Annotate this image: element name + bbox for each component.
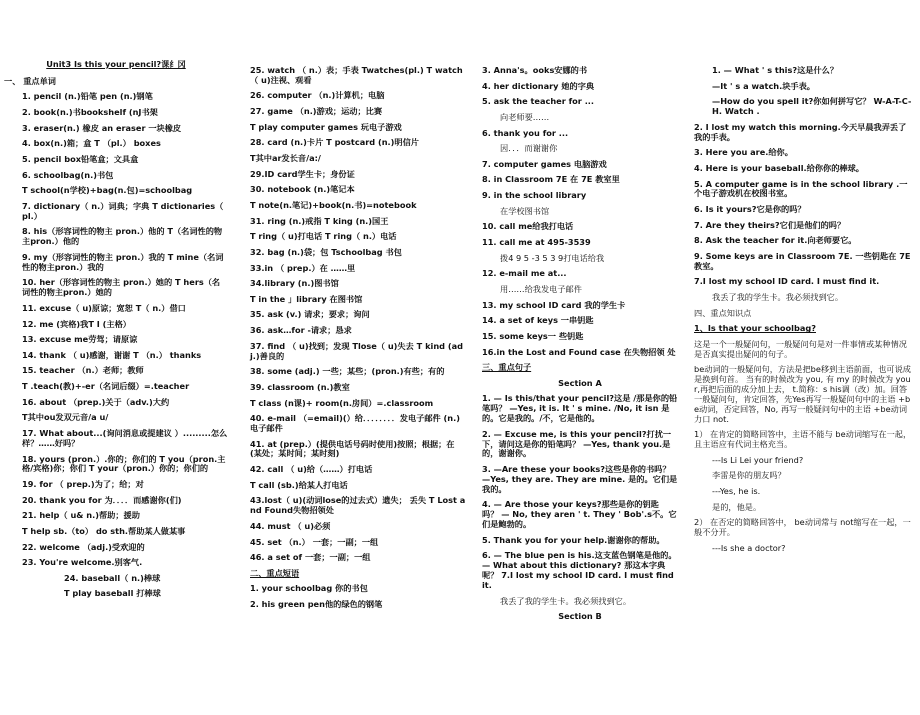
phrase-line: 5. ask the teacher for ... [482,96,595,107]
column-phrases-sentences [482,66,678,628]
note-paragraph: 2） 在否定的简略回答中， be动词常与 not缩写在一起，一般不分开。 [694,517,911,538]
sentence-line: 5. A computer game is in the school library .一个电子游戏机在校图书室。 [694,178,908,199]
vocab-line: 23. You're welcome.别客气. [22,557,143,568]
sentence-line: 4. — Are those your keys?那些是你的钥匙 吗？ — No, they aren ' t. They ' Bob'.s不。它们是鲍勃的。 [482,499,677,530]
vocab-line: T ring（ u)打电话 T ring（ n.）电话 [250,231,397,242]
vocab-line: T help sb.（to） do sth.帮助某人做某事 [22,525,186,536]
phrase-line: 16.in the Lost and Found case 在失物招领 处 [482,346,676,357]
section-heading-phrases: 二、重点短语 [250,567,300,578]
vocab-line: 2. book(n.)书bookshelf (nJ书架 [22,107,158,118]
sentence-line: 9. Some keys are in Classroom 7E. 一些钥匙在 7E 教室。 [694,250,911,271]
vocab-line: 25. watch （ n.）表；手表 Twatches(pl.) T watch（ u)注视、观看 [250,65,463,85]
vocab-line: T其中ar发长音/a:/ [250,153,321,164]
vocab-line: 6. schoolbag(n.)书包 [22,169,114,180]
phrase-line: 因．．．而谢谢你 [500,143,558,154]
vocab-line: 27. game （n.)游戏；运动；比赛 [250,106,383,117]
example-line: ---Is Li Lei your friend? [712,454,804,465]
example-line: ---Yes, he is. [712,486,761,497]
vocab-line: 35. ask (v.) 请求；要求；询问 [250,309,370,320]
vocab-line: T play computer games 玩电子游戏 [250,121,402,132]
vocab-line: 21. help（ u& n.)帮助；援助 [22,510,140,521]
sentence-line: 5. Thank you for your help.谢谢你的帮助。 [482,534,665,545]
vocab-line: 43.lost（ u)(动词lose的过去式）遗失； 丢失 T Lost and Found失物招领处 [250,495,466,516]
vocab-line: 40. e-mail （=email)(）给．．．．．．．．发电子邮件 (n.)电子邮件 [250,413,460,433]
note-paragraph: be动词的一般疑问句，方法是把be移到主语前面，也可说成是换到句首。 当有的时候改为 you, 有 my 的时候改为 your,再把后面的成分加上去， t.简称：s his调（改）加。回答一般疑问句，肯定回答，先Yes再写一般疑问句中的主语 +be动词，否定回答，No, 再写一般疑问句中的主语 +be动词 力口 not. [694,364,911,424]
note-paragraph: 1） 在肯定的简略回答中，主语不能与 be动词缩写在一起，且主语应有代词主格充当。 [694,429,912,450]
sentence-line: 7. Are they theirs?它们是他们的吗？ [694,219,846,230]
vocab-line: 24. baseball（ n.)棒球 [64,572,161,583]
vocab-line: 28. card (n.)卡片 T postcard (n.)明信片 [250,137,419,148]
vocab-line: T note(n.笔记)+book(n.书)=notebook [250,199,417,210]
vocab-line: 18. yours (pron.）.你的；你们的 T you（pron.主格/宾格)你；你们 T your（pron.）你的；你们的 [22,453,226,474]
sentence-line: 2. I lost my watch this morning.今天早晨我弄丢了我的手表。 [694,121,907,142]
section-heading-vocabulary: 一、 重点单词 [4,75,56,86]
phrase-line: 6. thank you for ... [482,127,569,138]
phrase-line: 1. your schoolbag 你的书包 [250,583,368,594]
vocab-line: T class (n课)+ room(n.房间）=.classroom [250,397,434,408]
phrase-line: 11. call me at 495-3539 [482,237,591,248]
column-vocabulary-2 [250,66,466,616]
sentence-line: 3. Here you are.给你。 [694,147,793,158]
sentence-line: 1. — What ' s this?这是什么？ [712,65,839,75]
vocab-line: T其中ou发双元音/a u/ [22,412,109,423]
vocab-line: 38. some (adj.) 一些；某些；(pron.)有些；有的 [250,366,445,377]
phrase-line: 13. my school ID card 我的学生卡 [482,299,626,310]
vocab-line: 36. ask…for -请求；恳求 [250,325,352,336]
vocab-line: 17. What about...(询问消息或提建议 ）.........怎么样？……好吗？ [22,428,228,448]
sentence-line: —It ' s a watch.块手表。 [712,80,815,91]
sentence-line: 7.I lost my school ID card. I must find it. [694,276,880,287]
sentence-line: 我丢了我的学生卡。我必须找到它。 [712,292,844,303]
vocab-line: 11. excuse（ u)原谅；宽恕 T（ n.）借口 [22,302,186,313]
vocab-line: 4. box(n.)箱；盒 T （pl.） boxes [22,138,161,149]
phrase-line: 15. some keys一 些钥匙 [482,330,584,341]
phrase-line: 在学校图书馆 [500,205,550,216]
section-heading-sentences: 三、重点句子 [482,362,532,373]
phrase-line: 8. in Classroom 7E 在 7E 教室里 [482,174,620,185]
vocab-line: 44. must （ u)必须 [250,520,331,531]
column-sentences-notes [694,66,914,560]
example-line: 李雷是你的朋友吗？ [712,470,786,481]
vocab-line: 16. about （prep.)关于（adv.)大约 [22,396,170,407]
vocab-line: 46. a set of 一套；一副；一组 [250,552,371,563]
vocab-line: 9. my（形容词性的物主 pron.）我的 T mine（名词性的物主pron.）我的 [22,251,224,272]
example-line: 是的，他是。 [712,501,762,512]
phrase-line: 10. call me给我打电话 [482,221,574,232]
vocab-line: 5. pencil box铅笔盒；文具盒 [22,154,139,165]
vocab-line: T school(n学校)+bag(n.包)=schoolbag [22,185,193,196]
column-vocabulary-1 [4,60,228,605]
vocab-line: 34.library (n.)图书馆 [250,278,339,289]
example-line: ---Is she a doctor? [712,542,786,553]
vocab-line: 45. set （n.） 一套；一副；一组 [250,536,379,547]
vocab-line: T in the 」library 在图书馆 [250,293,363,304]
vocab-line: T .teach(教)+-er（名词后缀）=.teacher [22,381,190,392]
sentence-line: 8. Ask the teacher for it.向老师要它。 [694,235,857,246]
sentence-line: 我丢了我的学生卡。我必须找到它。 [500,595,632,606]
phrase-line: 向老师要…… [500,111,550,122]
section-b-heading: Section B [558,611,602,622]
sentence-line: 2. — Excuse me, is this your pencil?打扰一下，请问这是你的铅笔吗？ —Yes, thank you.是的，谢谢你。 [482,428,672,459]
vocab-line: 37. find （ u)找到；发现 Tlose（ u)失去 T kind (adj.)善良的 [250,340,463,361]
vocab-line: 15. teacher （n.）老师；教师 [22,365,144,376]
sentence-line: —How do you spell it?你如何拼写它？ W-A-T-C-H. Watch . [712,96,912,117]
vocab-line: 13. excuse me劳驾；请原谅 [22,334,138,345]
phrase-line: 用……给我发电子邮件 [500,283,582,294]
sentence-line: 6. — The blue pen is his.这支蓝色钢笔是他的。 — What about this dictionary? 那这本字典呢？ 7.I lost my school ID card. I must find it. [482,550,677,590]
sentence-line: 4. Here is your baseball.给你你的棒球。 [694,162,864,173]
phrase-line: 14. a set of keys 一串钥匙 [482,315,594,326]
vocab-line: 22. welcome （adj.)受欢迎的 [22,541,145,552]
section-a-heading: Section A [558,377,602,388]
vocab-line: 14. thank （ u)感谢，谢谢 T （n.） thanks [22,349,202,360]
phrase-line: 7. computer games 电脑游戏 [482,158,607,169]
note-paragraph: 这是一个一般疑问句，一般疑问句是对一件事情或某种情况是否真实提出疑问的句子。 [694,338,907,359]
vocab-line: 20. thank you for 为．．．．而感谢你(们) [22,494,182,505]
sentence-line: 3. —Are these your books?这些是你的书吗？—Yes, they are. They are mine. 是的。它们是我的。 [482,464,678,494]
vocab-line: 33.in （ prep.）在 ……里 [250,262,356,273]
sentence-line: 1. — Is this/that your pencil?这是 /那是你的铅笔吗？ —Yes, it is. It ' s mine. /No, it isn 是的。它是我的。/不，它是他的。 [482,393,678,424]
phrase-line: 4. her dictionary 她的字典 [482,80,595,91]
vocab-line: 8. his（形容词性的物主 pron.）他的 T（名词性的物主pron.）他的 [22,226,223,247]
phrase-line: 2. his green pen他的绿色的钢笔 [250,599,383,610]
vocab-line: 42. call （ u)给（……）打电话 [250,464,373,475]
vocab-line: 39. classroom (n.)教室 [250,381,350,392]
sentence-line: 6. Is it yours?它是你的吗？ [694,204,806,215]
vocab-line: 41. at (prep.）(提供电话号码时使用)按照；根据；在(某处；某时间；某时刻) [250,438,455,459]
vocab-line: T play baseball 打棒球 [64,588,161,599]
vocab-line: 12. me (宾格)我T I (主格） [22,318,131,329]
vocab-line: T call (sb.)给某人打电话 [250,479,348,490]
vocab-line: 31. ring (n.)戒指 T king (n.)国王 [250,215,389,226]
phrase-line: 12. e-mail me at... [482,268,567,279]
vocab-line: 1. pencil (n.)铅笔 pen (n.)钢笔 [22,91,153,102]
vocab-line: 19. for （ prep.)为了；给；对 [22,479,144,489]
vocab-line: 7. dictionary（ n.）词典；字典 T dictionaries（ pl.） [22,200,224,221]
vocab-line: 10. her（形容词性的物主 pron.）她的 T hers（名词性的物主pron.）她的 [22,277,221,298]
phrase-line: 3. Anna's。ooks安娜的书 [482,65,588,75]
phrase-line: 9. in the school library [482,190,587,201]
vocab-line: 30. notebook (n.)笔记本 [250,184,355,195]
document-title: Unit3 Is this your pencil?课纟冈 [46,59,186,69]
phrase-line: 拨4 9 5 -3 5 3 9打电话给我 [500,252,605,263]
vocab-line: 29.ID card学生卡；身份证 [250,168,355,179]
knowledge-point-heading: 1、Is that your schoolbag? [694,323,816,334]
vocab-line: 26. computer （n.)计算机；电脑 [250,90,385,101]
section-heading-knowledge: 四、重点知识点 [694,307,752,318]
vocab-line: 32. bag (n.)袋；包 Tschoolbag 书包 [250,246,402,257]
vocab-line: 3. eraser(n.) 橡皮 an eraser 一块橡皮 [22,122,182,133]
